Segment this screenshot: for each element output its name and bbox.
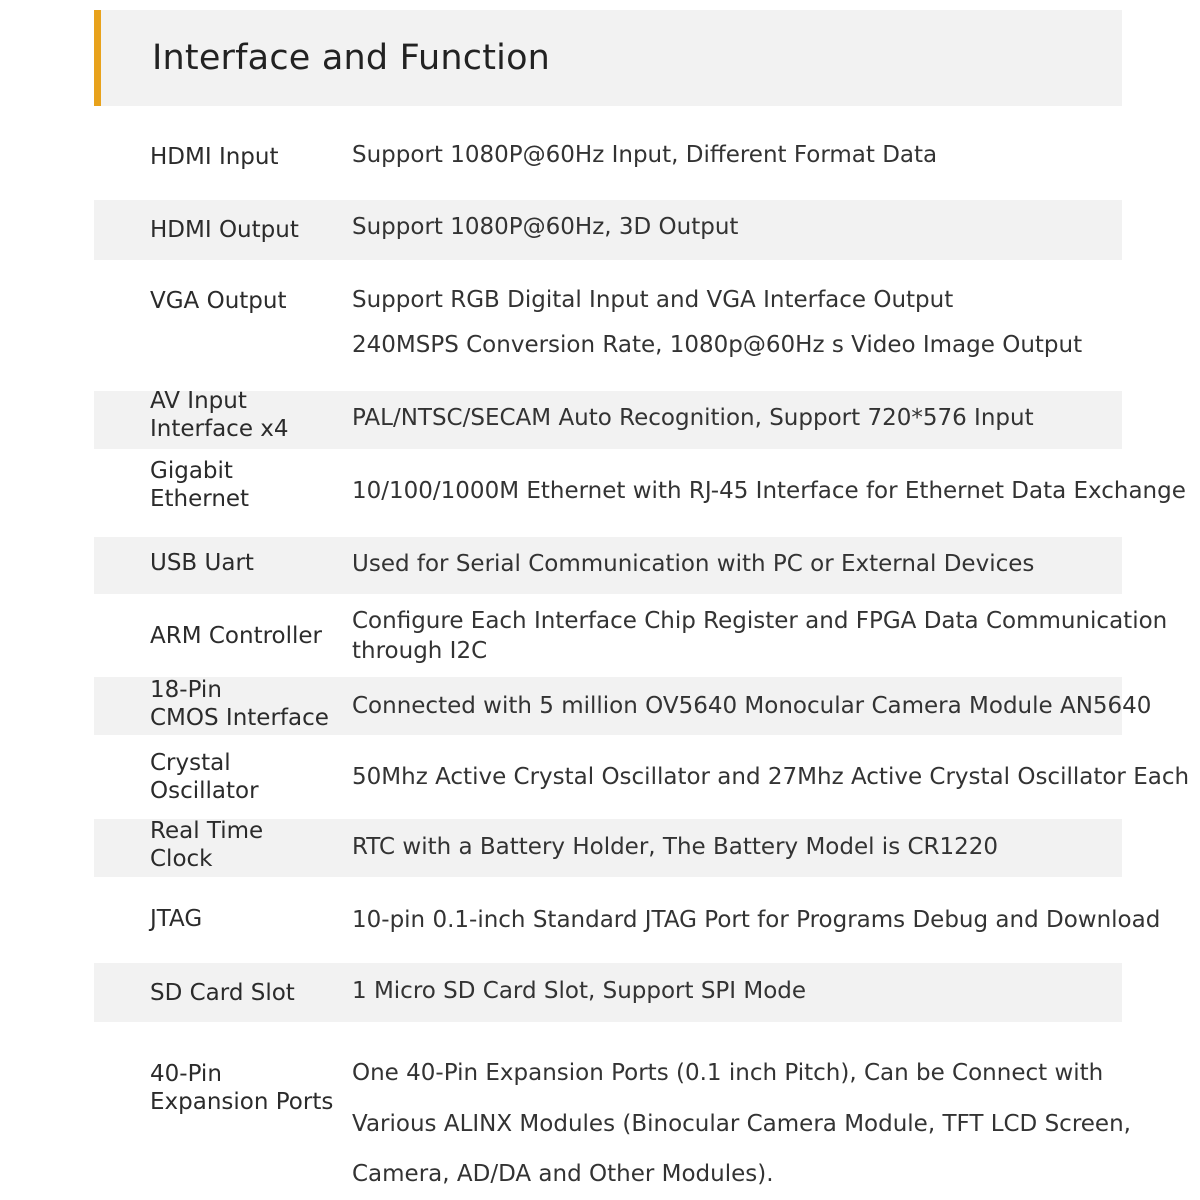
table-row bbox=[94, 677, 1152, 735]
row-value-line: Camera, AD/DA and Other Modules). bbox=[352, 1161, 774, 1187]
table-row bbox=[94, 200, 1122, 260]
table-row bbox=[94, 603, 1168, 675]
row-label: HDMI Output bbox=[150, 217, 299, 243]
row-label: Crystal Oscillator bbox=[150, 750, 259, 804]
row-value-line: Connected with 5 million OV5640 Monocular Camera Module AN5640 bbox=[352, 693, 1152, 719]
row-label: 18-Pin CMOS Interface bbox=[150, 677, 329, 731]
row-value-line: Used for Serial Communication with PC or External Devices bbox=[352, 551, 1035, 577]
table-row bbox=[94, 537, 1122, 594]
row-value-line: Support 1080P@60Hz Input, Different Format Data bbox=[352, 142, 938, 168]
row-value-line: Support 1080P@60Hz, 3D Output bbox=[352, 214, 739, 240]
table-row bbox=[94, 388, 1122, 449]
page-title: Interface and Function bbox=[152, 38, 551, 78]
section-header bbox=[94, 10, 1122, 106]
row-label: HDMI Input bbox=[150, 144, 279, 170]
table-row bbox=[94, 819, 1122, 877]
table-row bbox=[94, 457, 1186, 527]
row-value-line: 50Mhz Active Crystal Oscillator and 27Mhz Active Crystal Oscillator Each bbox=[352, 764, 1190, 790]
row-label: AV Input Interface x4 bbox=[150, 388, 289, 442]
header-accent-bar bbox=[94, 10, 101, 106]
row-label: SD Card Slot bbox=[150, 980, 295, 1006]
row-value-line: 10-pin 0.1-inch Standard JTAG Port for Programs Debug and Download bbox=[352, 907, 1161, 933]
table-row bbox=[94, 1050, 1131, 1200]
row-label: ARM Controller bbox=[150, 623, 323, 649]
row-value-line: One 40-Pin Expansion Ports (0.1 inch Pitch), Can be Connect with bbox=[352, 1060, 1104, 1086]
row-value-line: Configure Each Interface Chip Register and FPGA Data Communication bbox=[352, 608, 1168, 634]
row-value-line: Various ALINX Modules (Binocular Camera Module, TFT LCD Screen, bbox=[352, 1111, 1131, 1137]
row-label: Gigabit Ethernet bbox=[150, 458, 250, 512]
table-row bbox=[94, 126, 1122, 186]
row-label: USB Uart bbox=[150, 550, 254, 576]
row-value-line: 10/100/1000M Ethernet with RJ-45 Interface for Ethernet Data Exchange bbox=[352, 478, 1186, 504]
row-label: Real Time Clock bbox=[150, 818, 264, 872]
row-value-line: through I2C bbox=[352, 638, 488, 664]
row-value-line: PAL/NTSC/SECAM Auto Recognition, Support 720*576 Input bbox=[352, 405, 1034, 431]
row-label: JTAG bbox=[150, 906, 203, 932]
table-row bbox=[94, 963, 1122, 1022]
table-row bbox=[94, 749, 1190, 813]
table-row bbox=[94, 891, 1161, 953]
row-label: 40-Pin Expansion Ports bbox=[150, 1061, 334, 1115]
table-row bbox=[94, 276, 1122, 382]
row-label: VGA Output bbox=[150, 288, 287, 314]
row-value-line: RTC with a Battery Holder, The Battery Model is CR1220 bbox=[352, 834, 999, 860]
row-value-line: Support RGB Digital Input and VGA Interface Output bbox=[352, 287, 954, 313]
row-value-line: 240MSPS Conversion Rate, 1080p@60Hz s Video Image Output bbox=[352, 332, 1083, 358]
row-value-line: 1 Micro SD Card Slot, Support SPI Mode bbox=[352, 978, 807, 1004]
